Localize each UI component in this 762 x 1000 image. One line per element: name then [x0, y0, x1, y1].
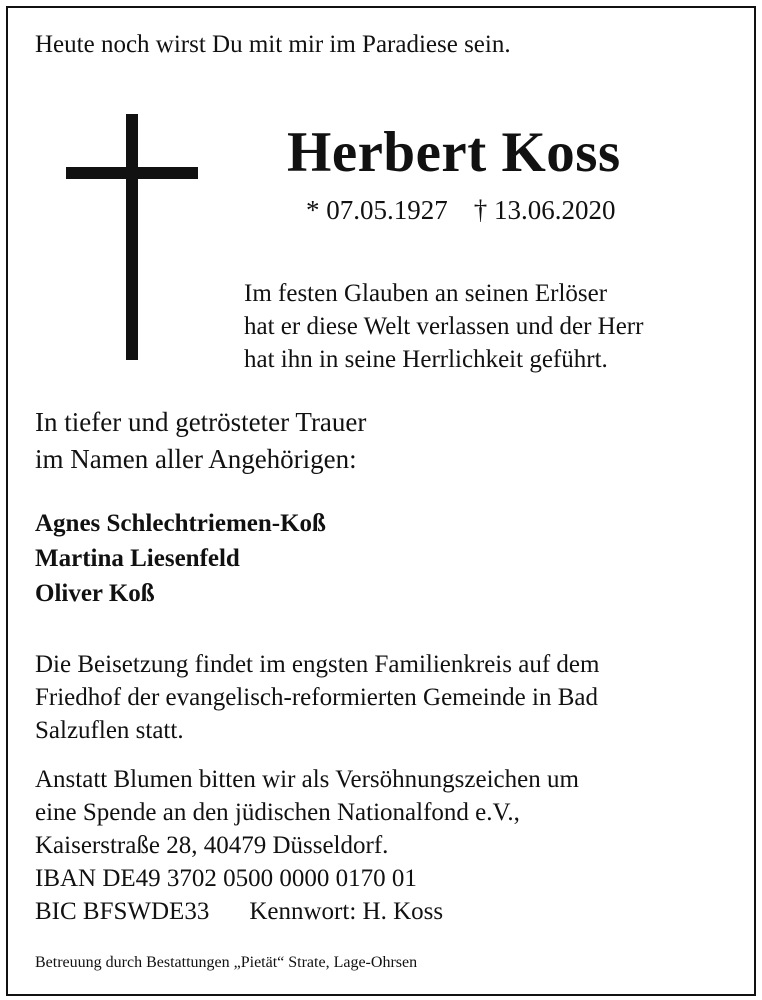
cross-vertical-beam	[126, 114, 138, 360]
donation-bic: BIC BFSWDE33	[35, 898, 210, 925]
faith-line: Im festen Glauben an seinen Erlöser	[244, 280, 608, 307]
donation-keyword: Kennwort: H. Koss	[249, 898, 444, 925]
grief-statement	[35, 404, 366, 478]
bible-verse: Heute noch wirst Du mit mir im Paradiese sein.	[35, 31, 511, 58]
death-date: † 13.06.2020	[473, 195, 616, 225]
mourner-name: Agnes Schlechtriemen-Koß	[35, 510, 326, 537]
donation-line: eine Spende an den jüdischen Nationalfond e.V.,	[35, 799, 520, 826]
faith-line: hat er diese Welt verlassen und der Herr	[244, 313, 644, 340]
life-dates	[306, 197, 616, 224]
deceased-name: Herbert Koss	[287, 121, 621, 184]
donation-iban: IBAN DE49 3702 0500 0000 0170 01	[35, 865, 417, 892]
mourner-name: Martina Liesenfeld	[35, 545, 240, 572]
grief-line: im Namen aller Angehörigen:	[35, 444, 357, 474]
donation-info	[35, 763, 579, 928]
faith-line: hat ihn in seine Herrlichkeit geführt.	[244, 346, 608, 373]
grief-line: In tiefer und getrösteter Trauer	[35, 407, 367, 437]
burial-line: Friedhof der evangelisch-reformierten Gemeinde in Bad	[35, 684, 598, 711]
burial-line: Salzuflen statt.	[35, 717, 184, 744]
mourners-list	[35, 506, 326, 611]
mourner-name: Oliver Koß	[35, 580, 155, 607]
cross-horizontal-beam	[66, 167, 198, 179]
burial-line: Die Beisetzung findet im engsten Familienkreis auf dem	[35, 651, 600, 678]
donation-address: Kaiserstraße 28, 40479 Düsseldorf.	[35, 832, 389, 859]
birth-date: * 07.05.1927	[306, 195, 448, 225]
faith-statement	[244, 277, 643, 376]
funeral-home-credit: Betreuung durch Bestattungen „Pietät“ Strate, Lage-Ohrsen	[35, 954, 418, 971]
donation-line: Anstatt Blumen bitten wir als Versöhnungszeichen um	[35, 766, 579, 793]
burial-info	[35, 648, 599, 747]
bic-row	[35, 895, 579, 928]
